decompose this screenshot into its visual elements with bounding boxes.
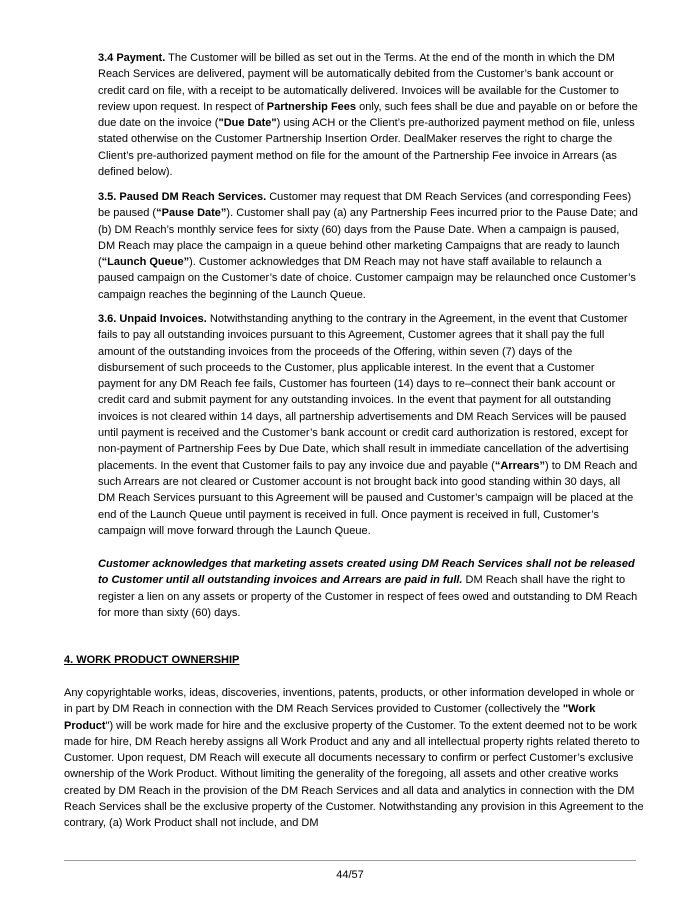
section-label: 3.6. Unpaid Invoices. [98, 313, 207, 325]
footer-divider [64, 860, 636, 861]
section-3-6-unpaid-invoices: 3.6. Unpaid Invoices. Notwithstanding anything to the contrary in the Agreement, in the event that Customer fails to pay all outstanding invoices pursuant to this Agreement, Customer agrees that it shall pay the full amount of the outstanding invoices from the proceeds of the Offering, within seven (7) days of the disbursement of such proceeds to the Customer, plus applicable interest. In the event that a Customer payment for any DM Reach fee fails, Customer has fourteen (14) days to re–connect their bank account or credit card and submit payment for any outstanding invoices. In the event that payment for all outstanding invoices is not cleared within 14 days, all partnership advertisements and DM Reach Services will be paused until payment is received and the Customer’s bank account or credit card authorization is restored, except for non-payment of Partnership Fees by Due Date, which shall result in immediate cancellation of the advertising placements. In the event that Customer fails to pay any invoice due and payable (“Arrears”) to DM Reach and such Arrears are not cleared or Customer account is not brought back into good standing within 30 days, all DM Reach Services pursuant to this Agreement will be paused and Customer’s campaign will be placed at the end of the Launch Queue until payment is received in full. Once payment is received in full, Customer’s campaign will move forward through the Launch Queue. [98, 313, 638, 537]
section-4-heading: 4. WORK PRODUCT OWNERSHIP [64, 654, 240, 666]
section-4-work-product: Any copyrightable works, ideas, discoveries, inventions, patents, products, or other information developed in whole or in part by DM Reach in connection with the DM Reach Services provided to Customer (collectively the "Work Product") will be work made for hire and the exclusive property of the Customer. To the extent deemed not to be work made for hire, DM Reach hereby assigns all Work Product and any and all intellectual property rights related thereto to Customer. Upon request, DM Reach will execute all documents necessary to confirm or perfect Customer’s exclusive ownership of the Work Product. Without limiting the generality of the foregoing, all assets and other creative works created by DM Reach in the provision of the DM Reach Services and all data and analytics in connection with the DM Reach Services shall be the exclusive property of the Customer. Notwithstanding any provision in this Agreement to the contrary, (a) Work Product shall not include, and DM [64, 687, 644, 830]
page-number: 44/57 [336, 869, 364, 881]
section-3-4-payment: 3.4 Payment. The Customer will be billed as set out in the Terms. At the end of the month in which the DM Reach Services are delivered, payment will be automatically debited from the Customer’s bank account or credit card on file, with a receipt to be automatically delivered. Invoices will be available for the Customer to review upon request. In respect of Partnership Fees only, such fees shall be due and payable on or before the due date on the invoice ("Due Date") using ACH or the Client’s pre-authorized payment method on file, unless stated otherwise on the Customer Partnership Insertion Order. DealMaker reserves the right to charge the Client’s pre-authorized payment method on file for the amount of the Partnership Fee invoice in Arrears (as defined below). [98, 52, 638, 179]
section-label: 3.4 Payment. [98, 52, 166, 64]
section-3-5-paused-services: 3.5. Paused DM Reach Services. Customer may request that DM Reach Services (and corresponding Fees) be paused (“Pause Date”). Customer shall pay (a) any Partnership Fees incurred prior to the Pause Date; and (b) DM Reach’s monthly service fees for sixty (60) days from the Pause Date. When a campaign is paused, DM Reach may place the campaign in a queue behind other marketing Campaigns that are ready to launch (“Launch Queue”). Customer acknowledges that DM Reach may not have staff available to relaunch a paused campaign on the Customer’s date of choice. Customer campaign may be relaunched once Customer’s campaign reaches the beginning of the Launch Queue. [98, 191, 638, 301]
section-label: 3.5. Paused DM Reach Services. [98, 191, 267, 203]
marketing-assets-clause: Customer acknowledges that marketing assets created using DM Reach Services shall not be released to Customer until all outstanding invoices and Arrears are paid in full. DM Reach shall have the right to register a lien on any assets or property of the Customer in respect of fees owed and outstanding to DM Reach for more than sixty (60) days. [98, 558, 638, 619]
